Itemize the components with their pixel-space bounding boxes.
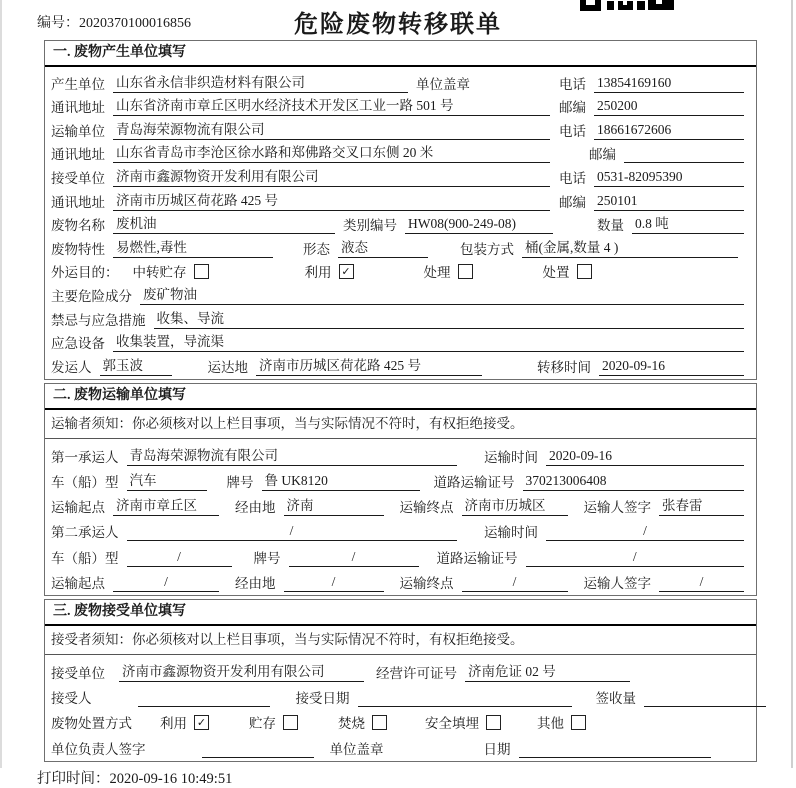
field-label: 包装方式 <box>460 241 514 257</box>
field-value: 250101 <box>594 193 744 211</box>
checkbox-unchecked-icon <box>372 715 387 730</box>
option-label: 贮存 <box>249 716 276 732</box>
field-label: 接受日期 <box>295 691 350 707</box>
field-label: 运输单位 <box>51 123 105 139</box>
manifest-table <box>44 40 757 762</box>
field-value: 易燃性,毒性 <box>113 236 273 258</box>
field-label: 单位盖章 <box>329 741 384 757</box>
field-value: 0531-82095390 <box>594 169 744 187</box>
row-hazard-component <box>45 281 756 305</box>
row-route-2 <box>45 567 756 592</box>
check-mark: ✓ <box>341 264 351 278</box>
field-value: 汽车 <box>127 469 207 491</box>
page-edge-right <box>791 0 793 768</box>
page-title: 危险废物转移联单 <box>294 12 502 38</box>
checkbox-checked-icon <box>339 264 354 279</box>
field-value <box>138 691 270 707</box>
row-emergency-equipment <box>45 329 756 353</box>
field-label: 经由地 <box>235 575 276 591</box>
field-value: / <box>659 574 744 592</box>
checkbox-unchecked-icon <box>458 264 473 279</box>
option-landfill <box>425 712 501 732</box>
option-label: 处理 <box>423 265 451 281</box>
field-label: 通讯地址 <box>51 194 105 210</box>
row-route-1 <box>45 491 756 516</box>
field-label: 应急设备 <box>51 336 105 352</box>
field-value: 济南市鑫源物资开发利用有限公司 <box>119 660 364 682</box>
checkbox-checked-icon <box>194 715 209 730</box>
checkbox-unchecked-icon <box>571 715 586 730</box>
print-time-value: 2020-09-16 10:49:51 <box>109 770 233 787</box>
field-value: 液态 <box>338 236 428 258</box>
field-label: 废物名称 <box>51 218 105 234</box>
field-value: 郭玉波 <box>100 354 172 376</box>
field-label: 运输人签字 <box>583 500 651 516</box>
field-label: 废物处置方式 <box>51 716 132 732</box>
field-label: 运输起点 <box>51 500 105 516</box>
field-label: 类别编号 <box>343 218 397 234</box>
field-value: 0.8 吨 <box>632 212 744 234</box>
field-value: / <box>546 523 744 541</box>
field-label: 运达地 <box>207 359 248 375</box>
field-label: 电话 <box>559 76 586 92</box>
option-utilize <box>305 261 354 281</box>
field-label: 单位盖章 <box>416 76 470 92</box>
option-label: 其他 <box>537 716 564 732</box>
field-label: 数量 <box>597 218 624 234</box>
row-transport-unit <box>45 116 756 140</box>
row-producer-unit <box>45 69 756 93</box>
field-value: / <box>462 574 568 592</box>
field-value: / <box>127 523 457 541</box>
field-value <box>519 742 711 758</box>
row-consignor <box>45 352 756 376</box>
field-value: 2020-09-16 <box>599 358 744 376</box>
field-label: 通讯地址 <box>51 100 105 116</box>
field-label: 接受单位 <box>51 666 105 682</box>
field-value <box>644 691 766 707</box>
section-transporter-title: 二. 废物运输单位填写 <box>45 384 756 410</box>
field-value: 青岛海荣源物流有限公司 <box>127 444 457 466</box>
field-value <box>624 147 744 163</box>
print-time <box>37 767 796 788</box>
field-value: 收集装置，导流渠 <box>113 330 744 352</box>
field-value: 山东省永信非织造材料有限公司 <box>113 71 408 93</box>
field-value: 山东省青岛市李沧区徐水路和郑佛路交叉口东侧 20 米 <box>113 141 550 163</box>
field-value: 济南市历城区荷花路 425 号 <box>256 354 482 376</box>
field-label: 第一承运人 <box>51 449 119 465</box>
field-value: 18661672606 <box>594 122 744 140</box>
field-label: 单位负责人签字 <box>51 741 146 757</box>
field-label: 外运目的： <box>51 265 119 281</box>
field-value: 2020-09-16 <box>546 448 744 466</box>
checkbox-unchecked-icon <box>486 715 501 730</box>
row-producer-address <box>45 93 756 117</box>
checkbox-unchecked-icon <box>194 264 209 279</box>
field-label: 接受人 <box>51 691 92 707</box>
field-value: 370213006408 <box>523 473 745 491</box>
field-label: 日期 <box>483 741 511 757</box>
row-receiving-unit <box>45 657 756 682</box>
option-utilize <box>160 712 209 732</box>
field-label: 邮编 <box>589 147 616 163</box>
field-label: 主要危险成分 <box>51 288 132 304</box>
field-value: 山东省济南市章丘区明水经济技术开发区工业一路 501 号 <box>113 94 550 116</box>
field-value: 废机油 <box>113 212 335 234</box>
field-value: HW08(900-249-08) <box>405 216 553 234</box>
field-label: 产生单位 <box>51 76 105 92</box>
field-label: 道路运输证号 <box>433 475 515 491</box>
option-label: 中转贮存 <box>132 265 187 281</box>
row-transfer-purpose <box>45 258 756 282</box>
section-producer-title: 一. 废物产生单位填写 <box>45 41 756 67</box>
row-waste-property <box>45 234 756 258</box>
field-value: 青岛海荣源物流有限公司 <box>113 118 550 140</box>
section-transporter <box>44 383 757 596</box>
field-label: 运输时间 <box>484 525 538 541</box>
option-transfer-storage <box>133 261 209 281</box>
option-treat <box>424 261 473 281</box>
option-incinerate <box>338 712 387 732</box>
document-header <box>0 0 796 40</box>
qr-code-fragment <box>580 0 674 11</box>
field-value: 济南危证 02 号 <box>465 660 630 682</box>
field-value <box>202 742 314 758</box>
row-second-carrier <box>45 516 756 541</box>
field-label: 第二承运人 <box>51 525 119 541</box>
field-label: 经由地 <box>235 500 276 516</box>
field-label: 禁忌与应急措施 <box>51 312 146 328</box>
option-other <box>537 712 586 732</box>
row-receiver-person <box>45 682 756 707</box>
transporter-notice: 运输者须知：你必须核对以上栏目事项，当与实际情况不符时，有权拒绝接受。 <box>45 410 756 439</box>
field-label: 车（船）型 <box>51 475 119 491</box>
checkbox-unchecked-icon <box>283 715 298 730</box>
option-label: 焚烧 <box>338 716 365 732</box>
receiver-notice: 接受者须知：你必须核对以上栏目事项，当与实际情况不符时，有权拒绝接受。 <box>45 626 756 655</box>
row-responsible-signature <box>45 732 756 757</box>
field-label: 邮编 <box>559 100 586 116</box>
field-value: 桶(金属,数量 4 ) <box>522 236 738 258</box>
field-value: 张春雷 <box>659 494 744 516</box>
field-label: 废物特性 <box>51 241 105 257</box>
section-receiver-title: 三. 废物接受单位填写 <box>45 600 756 626</box>
field-label: 形态 <box>303 241 330 257</box>
checkbox-unchecked-icon <box>577 264 592 279</box>
field-label: 签收量 <box>595 691 636 707</box>
field-label: 电话 <box>559 170 586 186</box>
doc-number-value: 2020370100016856 <box>79 16 191 31</box>
field-label: 运输时间 <box>484 449 538 465</box>
field-value: / <box>289 549 419 567</box>
field-value: 废矿物油 <box>140 283 744 305</box>
field-value: / <box>526 549 745 567</box>
row-first-carrier <box>45 441 756 466</box>
field-value: 济南市历城区 <box>462 494 568 516</box>
field-label: 经营许可证号 <box>376 666 457 682</box>
option-label: 处置 <box>542 265 570 281</box>
row-emergency-measures <box>45 305 756 329</box>
field-value <box>358 691 572 707</box>
field-label: 邮编 <box>559 194 586 210</box>
field-label: 车（船）型 <box>51 550 119 566</box>
field-value: 鲁 UK8120 <box>262 469 420 491</box>
field-label: 接受单位 <box>51 170 105 186</box>
field-value: 济南市历城区荷花路 425 号 <box>113 189 550 211</box>
field-label: 运输人签字 <box>583 575 651 591</box>
row-receiver-address <box>45 187 756 211</box>
row-vehicle-1 <box>45 466 756 491</box>
option-label: 利用 <box>160 716 187 732</box>
row-transport-address <box>45 140 756 164</box>
field-value: / <box>127 549 232 567</box>
field-value: 济南 <box>284 494 384 516</box>
section-producer <box>44 40 757 380</box>
row-receiver-unit <box>45 163 756 187</box>
option-label: 利用 <box>304 265 332 281</box>
row-disposal-method <box>45 707 756 732</box>
option-dispose <box>543 261 592 281</box>
field-label: 牌号 <box>253 550 281 566</box>
option-store <box>249 712 298 732</box>
print-time-label: 打印时间： <box>37 770 110 787</box>
field-label: 电话 <box>559 123 586 139</box>
field-value: 250200 <box>594 98 744 116</box>
check-mark: ✓ <box>196 715 207 729</box>
field-label: 道路运输证号 <box>436 550 518 566</box>
field-label: 发运人 <box>51 359 92 375</box>
option-label: 安全填埋 <box>425 716 479 732</box>
page-edge-left <box>0 0 2 768</box>
field-label: 运输终点 <box>399 500 454 516</box>
field-value: 收集、导流 <box>154 307 745 329</box>
field-label: 运输起点 <box>51 575 105 591</box>
field-label: 牌号 <box>226 475 254 491</box>
row-waste-name <box>45 211 756 235</box>
field-label: 运输终点 <box>399 575 454 591</box>
field-value: 13854169160 <box>594 75 744 93</box>
field-label: 通讯地址 <box>51 147 105 163</box>
section-receiver <box>44 599 757 762</box>
doc-number-label: 编号： <box>37 16 79 31</box>
row-vehicle-2 <box>45 541 756 566</box>
field-value: / <box>284 574 384 592</box>
field-label: 转移时间 <box>537 359 591 375</box>
field-value: 济南市章丘区 <box>113 494 219 516</box>
field-value: 济南市鑫源物资开发利用有限公司 <box>113 165 550 187</box>
field-value: / <box>113 574 219 592</box>
